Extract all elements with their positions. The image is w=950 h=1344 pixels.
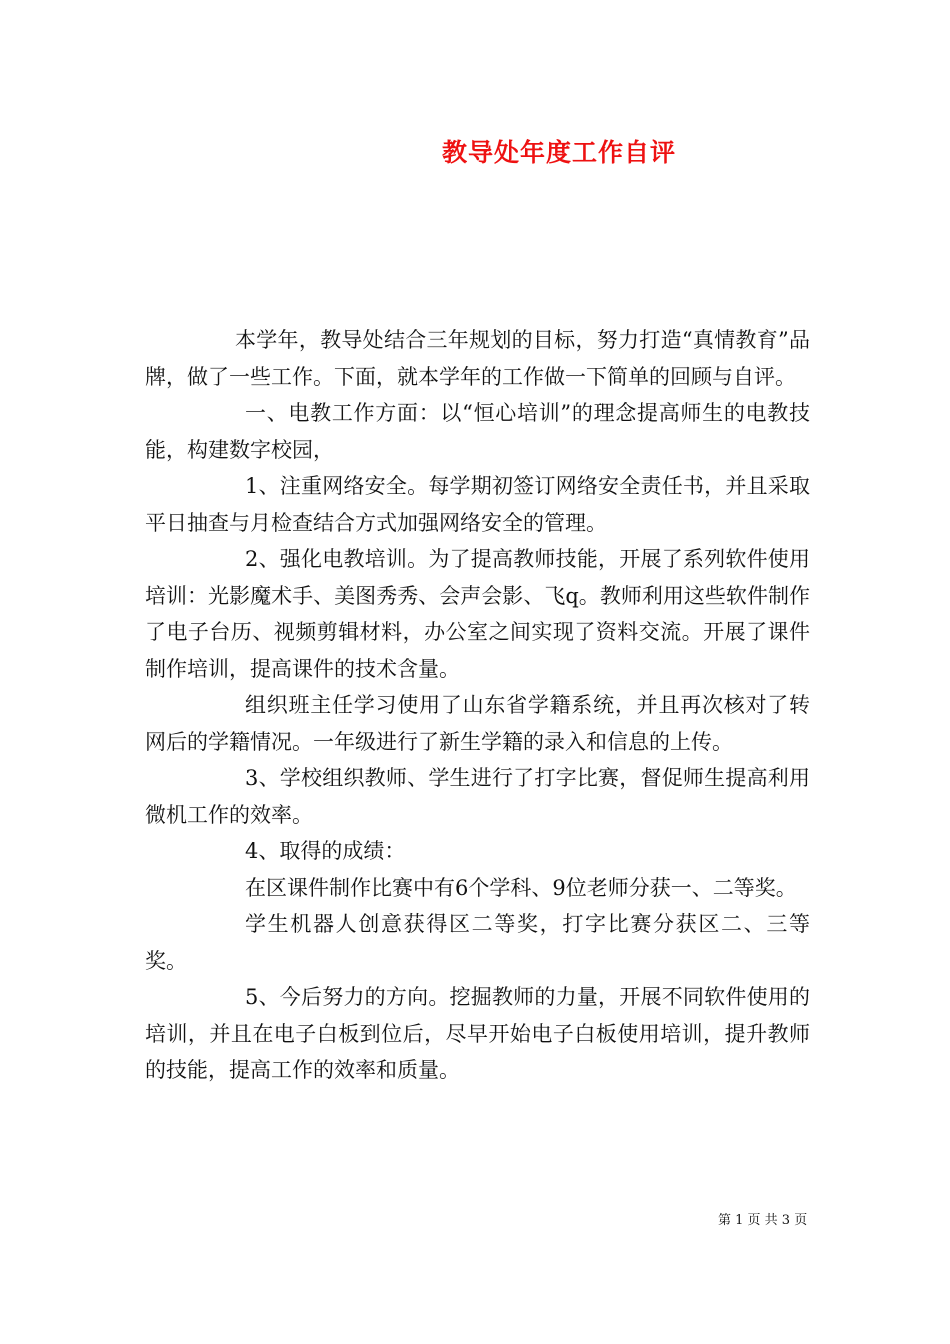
document-body xyxy=(145,322,810,1089)
paragraph-item-5: 5、今后努力的方向。挖掘教师的力量，开展不同软件使用的培训，并且在电子白板到位后，尽早开始电子白板使用培训，提升教师的技能，提高工作的效率和质量。 xyxy=(145,985,810,1082)
paragraph-item-2: 2、强化电教培训。为了提高教师技能，开展了系列软件使用培训：光影魔术手、美图秀秀、会声会影、飞q。教师利用这些软件制作了电子台历、视频剪辑材料，办公室之间实现了资料交流。开展了课件制作培训，提高课件的技术含量。 xyxy=(145,547,810,681)
paragraph-section-1-heading: 一、电教工作方面：以“恒心培训”的理念提高师生的电教技能，构建数字校园， xyxy=(145,401,810,462)
paragraph-intro: 本学年，教导处结合三年规划的目标，努力打造“真情教育”品牌，做了一些工作。下面，就本学年的工作做一下简单的回顾与自评。 xyxy=(145,328,810,389)
page-number-footer: 第 1 页 共 3 页 xyxy=(718,1213,808,1228)
paragraph-courseware-award: 在区课件制作比赛中有6个学科、9位老师分获一、二等奖。 xyxy=(245,875,797,900)
paragraph-item-4: 4、取得的成绩： xyxy=(245,839,406,863)
paragraph-robot-award: 学生机器人创意获得区二等奖，打字比赛分获区二、三等奖。 xyxy=(145,912,810,973)
document-title: 教导处年度工作自评 xyxy=(441,138,676,167)
paragraph-student-records: 组织班主任学习使用了山东省学籍系统，并且再次核对了转网后的学籍情况。一年级进行了新生学籍的录入和信息的上传。 xyxy=(145,693,810,754)
paragraph-item-1: 1、注重网络安全。每学期初签订网络安全责任书，并且采取平日抽查与月检查结合方式加强网络安全的管理。 xyxy=(145,474,810,535)
paragraph-item-3: 3、学校组织教师、学生进行了打字比赛，督促师生提高利用微机工作的效率。 xyxy=(145,766,810,827)
